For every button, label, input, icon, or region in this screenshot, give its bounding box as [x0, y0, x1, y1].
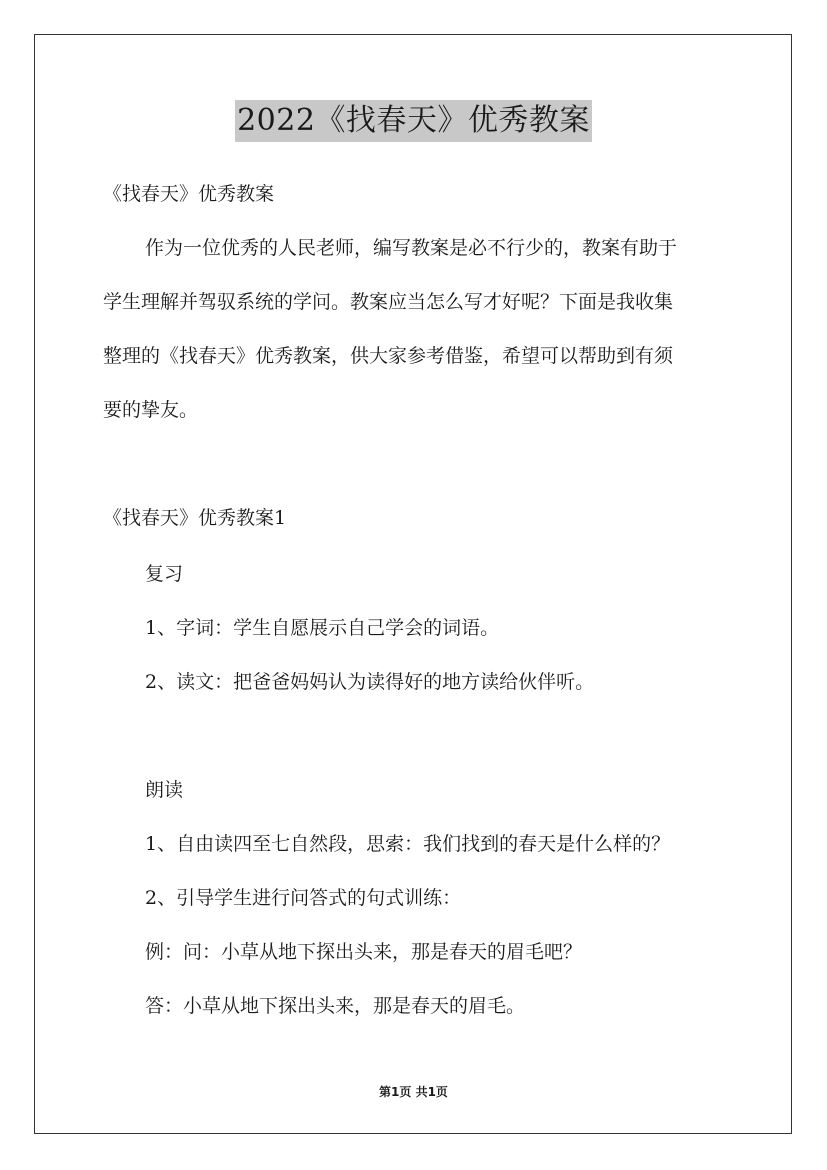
- document-title: 2022《找春天》优秀教案: [235, 100, 592, 142]
- reading-item-2: 2、引导学生进行问答式的句式训练：: [145, 887, 462, 909]
- intro-line-2: 学生理解并驾驭系统的学问。教案应当怎么写才好呢？下面是我收集: [103, 291, 674, 313]
- document-subtitle: 《找春天》优秀教案: [103, 183, 275, 205]
- section-heading: 《找春天》优秀教案1: [103, 507, 287, 529]
- review-item-1: 1、字词：学生自愿展示自己学会的词语。: [145, 617, 500, 639]
- reading-item-1: 1、自由读四至七自然段，思索：我们找到的春天是什么样的？: [145, 833, 671, 855]
- intro-line-3: 整理的《找春天》优秀教案，供大家参考借鉴，希望可以帮助到有须: [103, 345, 674, 367]
- page-number-footer: 第1页 共1页: [379, 1085, 448, 1099]
- reading-heading: 朗读: [145, 779, 184, 801]
- review-heading: 复习: [145, 563, 184, 585]
- review-item-2: 2、读文：把爸爸妈妈认为读得好的地方读给伙伴听。: [145, 671, 595, 693]
- reading-item-4: 答：小草从地下探出头来，那是春天的眉毛。: [145, 995, 526, 1017]
- reading-item-3: 例：问：小草从地下探出头来，那是春天的眉毛吧？: [145, 941, 583, 963]
- intro-line-4: 要的挚友。: [103, 399, 199, 421]
- intro-line-1: 作为一位优秀的人民老师，编写教案是必不行少的，教案有助于: [145, 237, 678, 259]
- title-container: [0, 100, 827, 142]
